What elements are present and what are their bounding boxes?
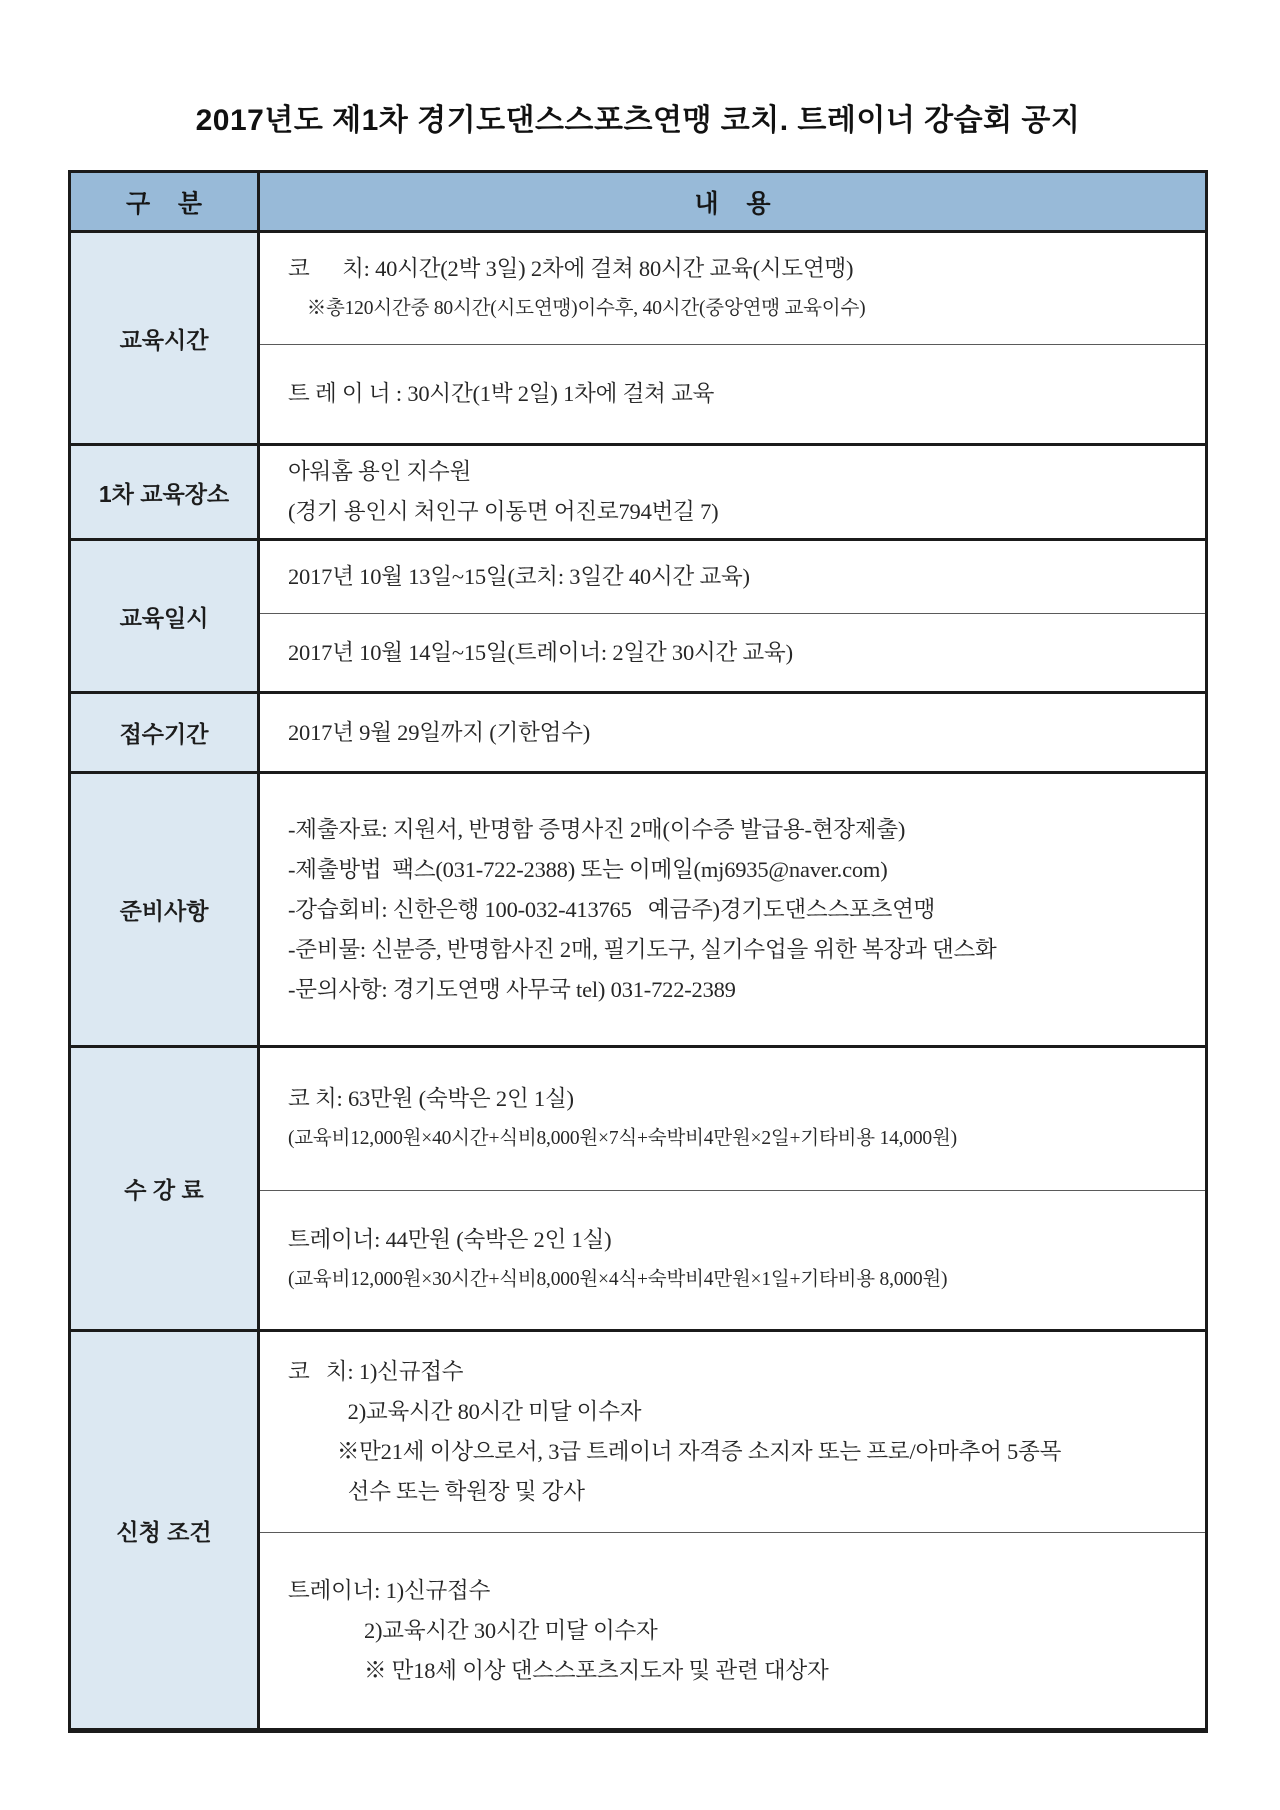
content-line: -제출자료: 지원서, 반명함 증명사진 2매(이수증 발급용-현장제출) xyxy=(288,816,906,842)
content-line: ※총120시간중 80시간(시도연맹)이수후, 40시간(중앙연맹 교육이수) xyxy=(288,297,866,319)
content-cell xyxy=(260,774,1205,1045)
content-cell xyxy=(260,233,1205,344)
table-row-registration-period xyxy=(71,691,1205,771)
table-row-preparation xyxy=(71,771,1205,1045)
header-cell-content-wrap xyxy=(260,173,1205,230)
content-line: 2)교육시간 30시간 미달 이수자 xyxy=(288,1617,658,1643)
content-line: -강습회비: 신한은행 100-032-413765 예금주)경기도댄스스포츠연맹 xyxy=(288,896,936,922)
table-row-venue xyxy=(71,443,1205,538)
content-line: (교육비12,000원×30시간+식비8,000원×4식+숙박비4만원×1일+기타비용 8,000원) xyxy=(288,1269,948,1290)
content-line: 2017년 10월 13일~15일(코치: 3일간 40시간 교육) xyxy=(288,564,750,589)
notice-table xyxy=(68,170,1208,1733)
content-line: 2017년 10월 14일~15일(트레이너: 2일간 30시간 교육) xyxy=(288,639,793,665)
header-cell-content: 내 용 xyxy=(694,189,771,218)
row-content xyxy=(260,233,1205,443)
content-line: 2)교육시간 80시간 미달 이수자 xyxy=(288,1399,642,1424)
content-cell xyxy=(260,1048,1205,1190)
content-line: ※ 만18세 이상 댄스스포츠지도자 및 관련 대상자 xyxy=(288,1657,829,1683)
content-line: 트 레 이 너 : 30시간(1박 2일) 1차에 걸쳐 교육 xyxy=(288,381,715,406)
content-line: (경기 용인시 처인구 이동면 어진로794번길 7) xyxy=(288,499,719,524)
content-cell xyxy=(260,1190,1205,1329)
table-row-education-hours xyxy=(71,230,1205,443)
content-line: 코 치: 1)신규접수 xyxy=(288,1359,464,1384)
content-line: -문의사항: 경기도연맹 사무국 tel) 031-722-2389 xyxy=(288,976,736,1002)
content-line: 트레이너: 44만원 (숙박은 2인 1실) xyxy=(288,1227,612,1252)
row-label: 교육일시 xyxy=(71,541,260,691)
row-content xyxy=(260,694,1205,771)
page-title: 2017년도 제1차 경기도댄스스포츠연맹 코치. 트레이너 강습회 공지 xyxy=(195,104,1081,137)
content-cell xyxy=(260,1532,1205,1728)
table-row-tuition xyxy=(71,1045,1205,1329)
content-cell xyxy=(260,1332,1205,1532)
content-line: ※만21세 이상으로서, 3급 트레이너 자격증 소지자 또는 프로/아마추어 5종목 xyxy=(288,1439,1062,1464)
content-cell xyxy=(260,344,1205,443)
row-content xyxy=(260,446,1205,538)
content-cell xyxy=(260,694,1205,771)
content-line: -준비물: 신분증, 반명함사진 2매, 필기도구, 실기수업을 위한 복장과 댄스화 xyxy=(288,936,997,962)
table-row-application-conditions xyxy=(71,1329,1205,1728)
row-label: 1차 교육장소 xyxy=(71,446,260,538)
row-label: 접수기간 xyxy=(71,694,260,771)
content-cell xyxy=(260,613,1205,691)
content-line: (교육비12,000원×40시간+식비8,000원×7식+숙박비4만원×2일+기타비용 14,000원) xyxy=(288,1128,957,1149)
content-line: 선수 또는 학원장 및 강사 xyxy=(288,1479,585,1504)
content-cell xyxy=(260,541,1205,613)
table-row-schedule xyxy=(71,538,1205,691)
header-cell-category: 구 분 xyxy=(71,173,260,230)
row-label: 수 강 료 xyxy=(71,1048,260,1329)
content-line: 코 치: 63만원 (숙박은 2인 1실) xyxy=(288,1086,574,1111)
table-header-row xyxy=(71,173,1205,230)
content-line: -제출방법 팩스(031-722-2388) 또는 이메일(mj6935@naver.com) xyxy=(288,856,888,882)
row-content xyxy=(260,541,1205,691)
row-content xyxy=(260,1048,1205,1329)
content-line: 코 치: 40시간(2박 3일) 2차에 걸쳐 80시간 교육(시도연맹) xyxy=(288,255,854,281)
content-cell xyxy=(260,446,1205,538)
content-line: 트레이너: 1)신규접수 xyxy=(288,1577,491,1603)
content-line: 2017년 9월 29일까지 (기한엄수) xyxy=(288,719,591,745)
content-line: 아워홈 용인 지수원 xyxy=(288,459,472,484)
row-label: 교육시간 xyxy=(71,233,260,443)
row-content xyxy=(260,774,1205,1045)
row-label: 신청 조건 xyxy=(71,1332,260,1728)
row-content xyxy=(260,1332,1205,1728)
row-label: 준비사항 xyxy=(71,774,260,1045)
